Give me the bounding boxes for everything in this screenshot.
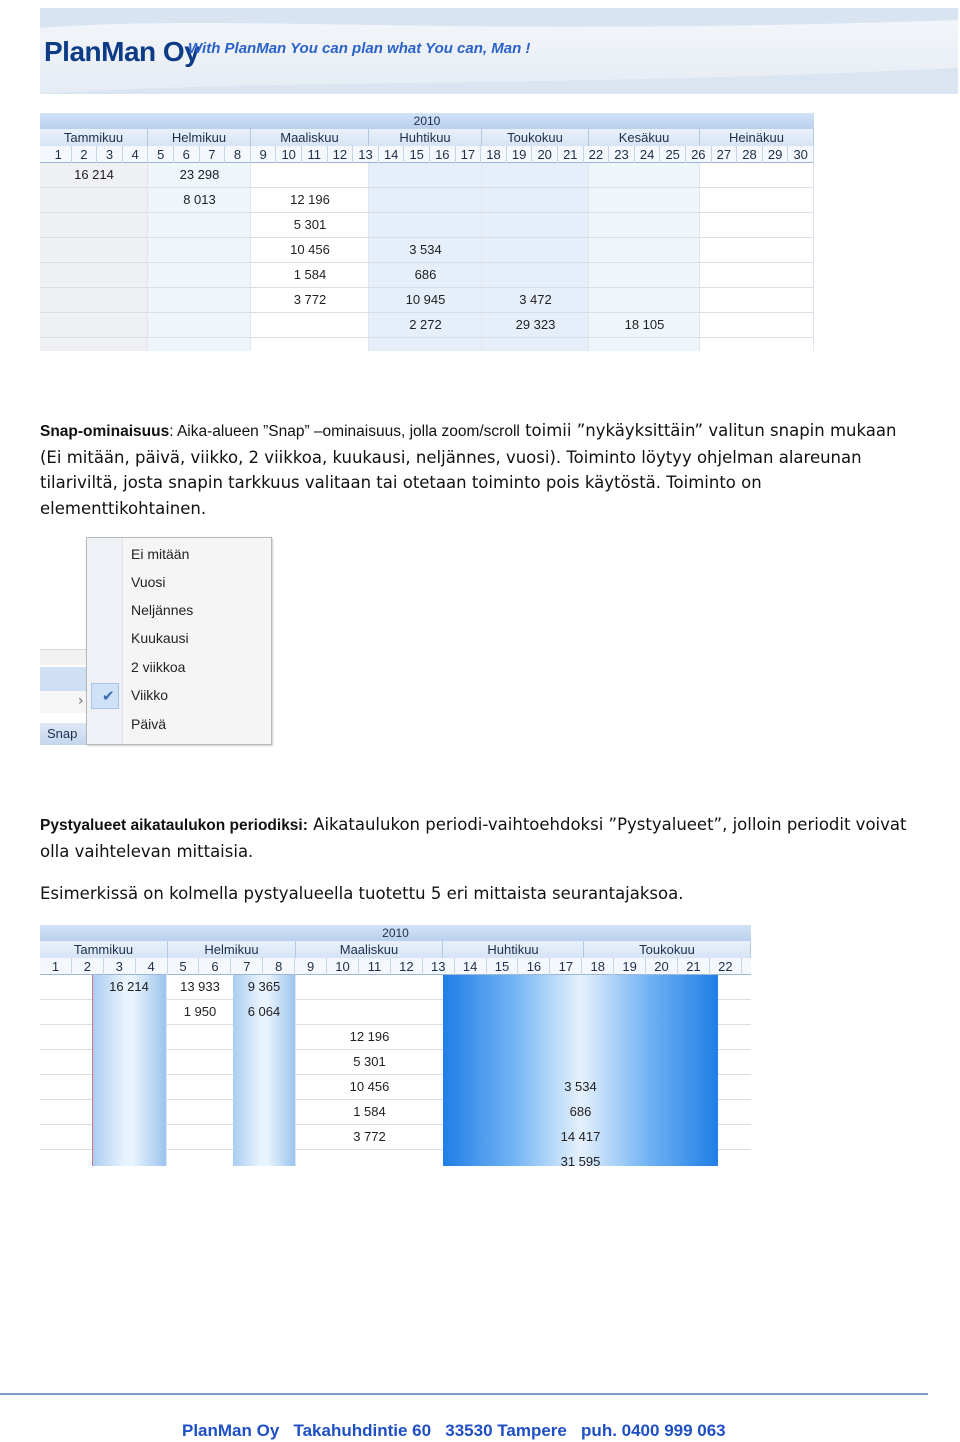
value-cell: 10 945 <box>405 292 446 307</box>
week-number: 3 <box>97 146 123 163</box>
menu-item-quarter[interactable]: Neljännes <box>131 602 194 618</box>
snap-body: toimii ”nykäyksittäin” valitun snapin mukaan (Ei mitään, päivä, viikko, 2 viikkoa, kuukausi, neljännes, vuosi). Toiminto löytyy ohjelman alareunan tilariviltä, josta snapin tarkkuus valitaan tai otetaan toiminto pois käytöstä. Toiminto on elementtikohtainen. <box>40 421 897 518</box>
snap-dropdown-menu <box>86 537 272 745</box>
week-number: 18 <box>582 958 614 975</box>
week-number: 8 <box>263 958 295 975</box>
value-cell: 3 472 <box>519 292 552 307</box>
month-label: Maaliskuu <box>296 941 443 958</box>
week-number: 28 <box>737 146 763 163</box>
value-cell: 12 196 <box>349 1029 390 1044</box>
value-cell: 10 456 <box>349 1079 390 1094</box>
value-cell: 3 772 <box>353 1129 386 1144</box>
week-number: 8 <box>225 146 251 163</box>
week-number: 17 <box>456 146 482 163</box>
week-header-row <box>40 146 814 163</box>
value-cell: 1 584 <box>293 267 327 282</box>
week-number: 7 <box>200 146 226 163</box>
vertical-areas-description <box>40 812 920 864</box>
company-logo: PlanMan Oy <box>44 36 200 67</box>
example-sentence: Esimerkissä on kolmella pystyalueella tuotettu 5 eri mittaista seurantajaksoa. <box>40 884 684 903</box>
week-number: 21 <box>678 958 710 975</box>
value-cell: 1 584 <box>353 1104 386 1119</box>
month-label: Helmikuu <box>168 941 296 958</box>
week-number: 27 <box>712 146 738 163</box>
year-header: 2010 <box>40 113 814 129</box>
snap-lead: : Aika-alueen ”Snap” –ominaisuus, jolla zoom/scroll <box>169 423 520 440</box>
value-cell: 23 298 <box>179 167 220 182</box>
week-number: 13 <box>423 958 455 975</box>
snap-heading: Snap-ominaisuus <box>40 423 170 440</box>
week-number: 26 <box>686 146 712 163</box>
value-cell: 16 214 <box>109 979 149 994</box>
menu-item-none[interactable]: Ei mitään <box>131 546 190 562</box>
week-number: 9 <box>251 146 277 163</box>
week-number: 25 <box>660 146 686 163</box>
month-label: Tammikuu <box>40 941 168 958</box>
week-number: 29 <box>763 146 789 163</box>
week-number: 5 <box>168 958 200 975</box>
week-number: 4 <box>136 958 168 975</box>
footer-city: 33530 Tampere <box>445 1421 567 1440</box>
footer-address: Takahuhdintie 60 <box>293 1421 432 1440</box>
week-number: 22 <box>584 146 610 163</box>
week-number: 18 <box>481 146 507 163</box>
menu-item-two-weeks[interactable]: 2 viikkoa <box>131 659 186 675</box>
week-number: 20 <box>646 958 678 975</box>
week-number: 6 <box>200 958 232 975</box>
week-number: 19 <box>614 958 646 975</box>
week-number: 5 <box>148 146 174 163</box>
week-number: 2 <box>72 146 98 163</box>
week-number: 17 <box>550 958 582 975</box>
value-cell: 3 534 <box>564 1079 597 1094</box>
week-number: 10 <box>327 958 359 975</box>
value-cell: 2 272 <box>409 317 442 332</box>
week-number: 12 <box>328 146 354 163</box>
value-cell: 5 301 <box>353 1054 386 1069</box>
week-number: 7 <box>231 958 263 975</box>
month-header-row <box>40 129 814 146</box>
value-cell: 13 933 <box>180 979 220 994</box>
month-label: Toukokuu <box>584 941 751 958</box>
header-banner <box>40 8 958 94</box>
app-row <box>40 649 86 665</box>
footer-phone: puh. 0400 999 063 <box>581 1421 726 1440</box>
month-label: Toukokuu <box>482 129 589 146</box>
period-band <box>92 975 166 1166</box>
week-number: 13 <box>353 146 379 163</box>
value-cell: 1 950 <box>183 1004 217 1019</box>
value-cell: 5 301 <box>293 217 327 232</box>
menu-item-month[interactable]: Kuukausi <box>131 630 189 646</box>
app-background <box>40 537 86 745</box>
value-cell: 10 456 <box>290 242 330 257</box>
week-number: 21 <box>558 146 584 163</box>
month-label: Helmikuu <box>148 129 251 146</box>
app-row-selected <box>40 667 86 691</box>
week-number: 1 <box>46 146 72 163</box>
value-cell: 31 595 <box>560 1154 601 1166</box>
week-number: 30 <box>788 146 814 163</box>
footer-divider <box>0 1393 928 1395</box>
week-number: 11 <box>302 146 328 163</box>
check-icon: ✔ <box>102 687 115 705</box>
week-number: 22 <box>710 958 742 975</box>
column-divider <box>92 975 93 1166</box>
month-label: Heinäkuu <box>700 129 814 146</box>
month-label: Huhtikuu <box>369 129 482 146</box>
month-label: Huhtikuu <box>443 941 584 958</box>
menu-icon-gutter <box>87 538 123 744</box>
value-cell: 14 417 <box>560 1129 601 1144</box>
month-label: Tammikuu <box>40 129 148 146</box>
vertical-areas-body: Aikataulukon periodi-vaihtoehdoksi ”Pystyalueet”, jolloin periodit voivat olla vaihtelevan mittaisia. <box>40 815 907 861</box>
week-number: 12 <box>391 958 423 975</box>
week-number: 14 <box>455 958 487 975</box>
week-number: 15 <box>487 958 519 975</box>
snap-menu-screenshot <box>40 537 272 745</box>
value-cell: 12 196 <box>290 192 330 207</box>
schedule-table-snap <box>40 113 814 351</box>
snap-status-button[interactable]: Snap <box>40 723 90 745</box>
week-number: 1 <box>40 958 72 975</box>
week-number: 6 <box>174 146 200 163</box>
week-number: 24 <box>635 146 661 163</box>
checked-indicator <box>91 683 119 709</box>
page-footer <box>182 1421 726 1441</box>
month-label: Maaliskuu <box>251 129 369 146</box>
month-header-row <box>40 941 751 958</box>
week-number: 19 <box>507 146 533 163</box>
table-row <box>40 213 814 238</box>
value-cell: 18 105 <box>624 317 665 332</box>
value-cell: 29 323 <box>515 317 556 332</box>
vertical-areas-heading: Pystyalueet aikataulukon periodiksi: <box>40 817 308 834</box>
week-number: 10 <box>276 146 302 163</box>
week-number: 14 <box>379 146 405 163</box>
week-number: 3 <box>104 958 136 975</box>
week-number: 16 <box>430 146 456 163</box>
value-cell: 686 <box>414 267 437 282</box>
week-number: 11 <box>359 958 391 975</box>
week-number: 16 <box>519 958 551 975</box>
chevron-right-icon[interactable]: › <box>78 693 84 709</box>
menu-item-day[interactable]: Päivä <box>131 716 167 732</box>
week-number: 4 <box>123 146 149 163</box>
value-cell: 8 013 <box>183 192 216 207</box>
week-number: 20 <box>532 146 558 163</box>
banner-tagline: With PlanMan You can plan what You can, Man ! <box>188 40 531 57</box>
month-label: Kesäkuu <box>589 129 700 146</box>
week-number: 2 <box>72 958 104 975</box>
week-number: 23 <box>609 146 635 163</box>
value-cell: 686 <box>569 1104 592 1119</box>
week-header-row <box>40 958 751 975</box>
table-row <box>40 338 814 351</box>
schedule-table-vertical-areas <box>40 925 751 1166</box>
week-number: 9 <box>295 958 327 975</box>
value-cell: 6 064 <box>247 1004 281 1019</box>
footer-company: PlanMan Oy <box>182 1421 280 1440</box>
menu-item-week[interactable]: Viikko <box>131 687 169 703</box>
value-cell: 3 534 <box>409 242 442 257</box>
year-header: 2010 <box>40 925 751 941</box>
value-cell: 16 214 <box>74 167 114 182</box>
value-cell: 3 772 <box>293 292 327 307</box>
week-number: 15 <box>404 146 430 163</box>
menu-item-year[interactable]: Vuosi <box>131 574 166 590</box>
value-cell: 9 365 <box>247 979 281 994</box>
snap-description <box>40 418 920 521</box>
